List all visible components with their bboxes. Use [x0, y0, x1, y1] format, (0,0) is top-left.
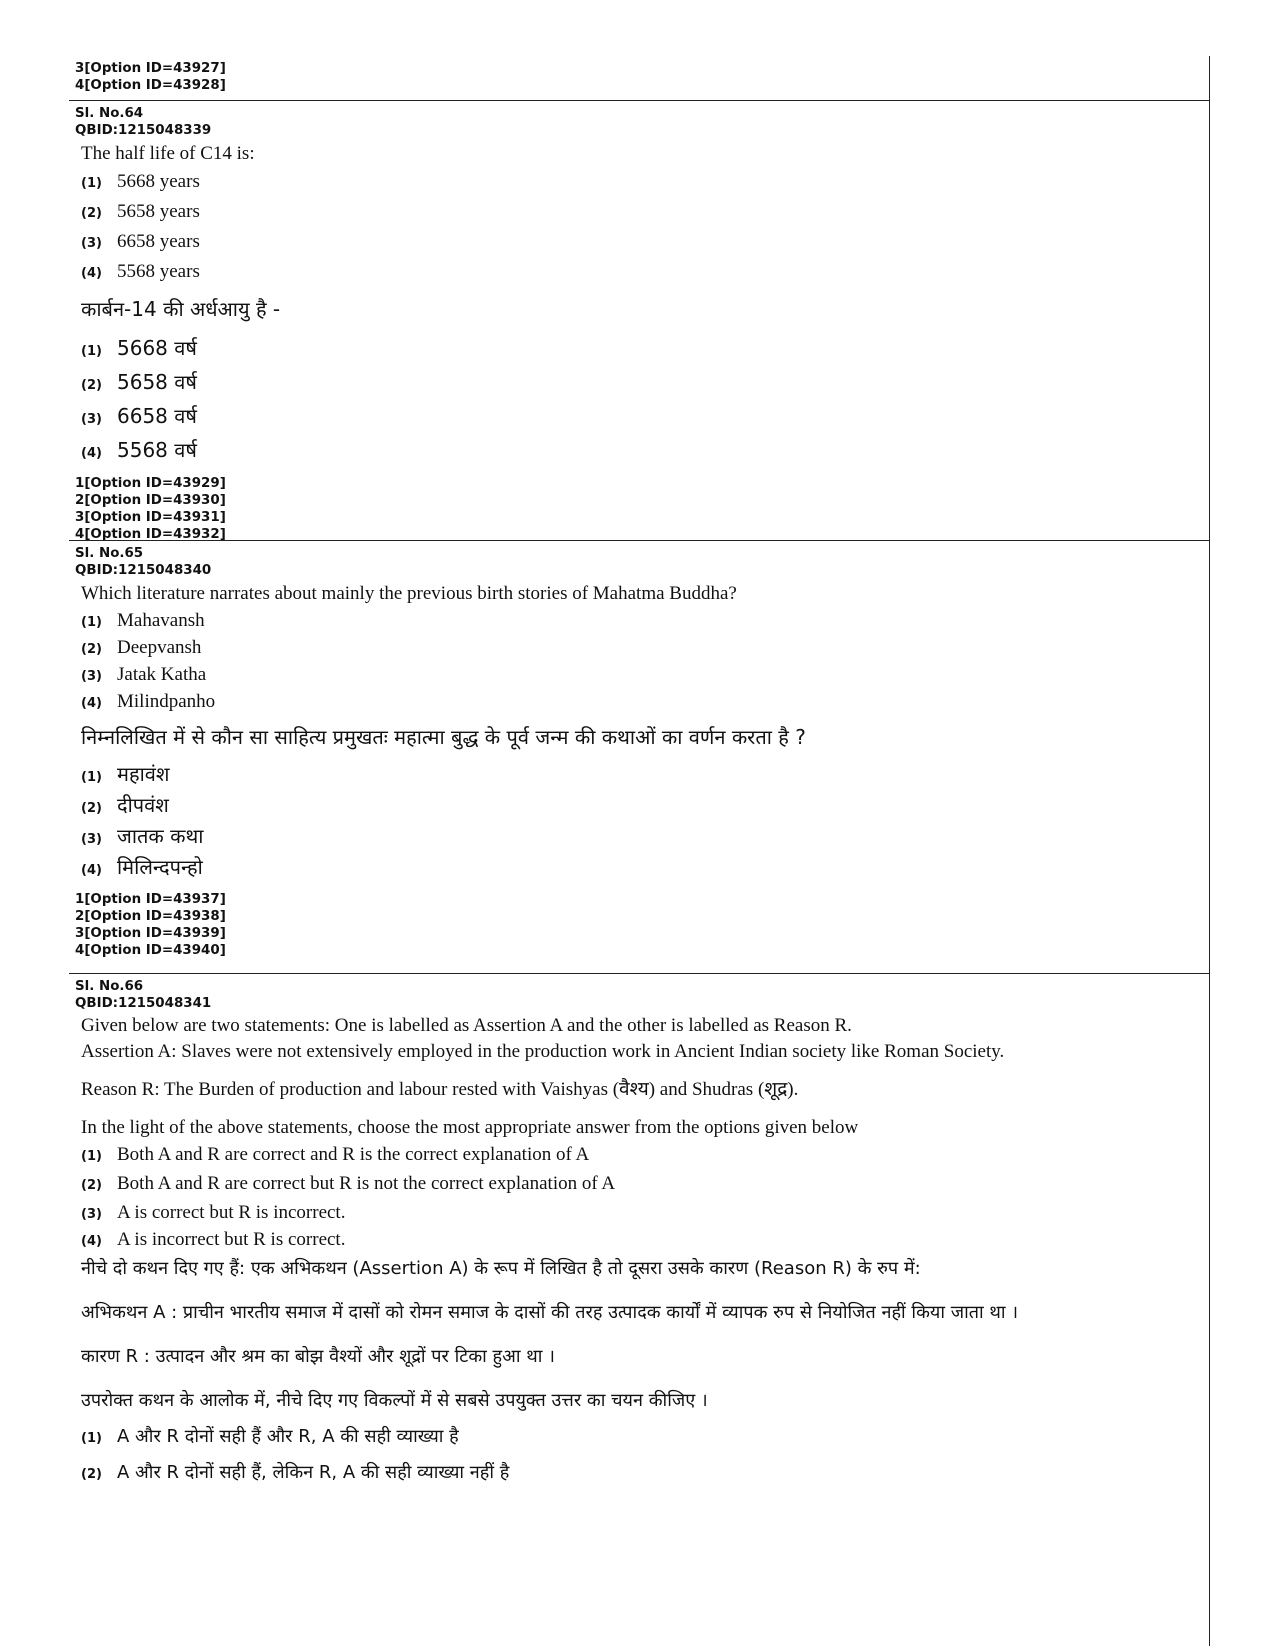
option-number: (3) [81, 1207, 102, 1222]
option-number: (2) [81, 801, 102, 816]
option-3 [81, 821, 1209, 852]
option-number: (2) [81, 1467, 102, 1482]
serial-number: Sl. No.64 [75, 106, 144, 121]
option-text: 5668 years [117, 171, 200, 192]
option-text: A और R दोनों सही हैं और R, A की सही व्याख्या है [117, 1426, 459, 1447]
question-text-english: The half life of C14 is: [81, 143, 255, 164]
option-2 [81, 365, 1209, 399]
option-2 [81, 634, 1209, 661]
option-4 [81, 1227, 1209, 1253]
question-text-hindi: निम्नलिखित में से कौन सा साहित्य प्रमुखतः महात्मा बुद्ध के पूर्व जन्म की कथाओं का वर्णन करता है ? [81, 725, 806, 749]
option-text: 5568 वर्ष [117, 438, 197, 462]
option-number: (2) [81, 206, 102, 221]
option-id-line: 2[Option ID=43930] [75, 493, 226, 508]
option-text: 6658 years [117, 231, 200, 252]
option-text: महावंश [117, 762, 170, 786]
option-number: (4) [81, 1234, 102, 1249]
statement-intro: Given below are two statements: One is labelled as Assertion A and the other is labelled as Reason R. [81, 1015, 852, 1036]
prev-question-tail [69, 56, 1209, 100]
option-id-line: 4[Option ID=43932] [75, 527, 226, 542]
option-text: 5658 वर्ष [117, 370, 197, 394]
option-number: (4) [81, 863, 102, 878]
option-text: दीपवंश [117, 793, 169, 817]
option-4 [81, 257, 1209, 287]
option-1 [81, 607, 1209, 634]
option-number: (1) [81, 770, 102, 785]
english-options [75, 1140, 1209, 1253]
option-number: (1) [81, 176, 102, 191]
option-text: Both A and R are correct but R is not the correct explanation of A [117, 1173, 616, 1194]
option-ids [75, 475, 1209, 543]
option-text: A is incorrect but R is correct. [117, 1229, 346, 1250]
option-3 [81, 661, 1209, 688]
qbid: QBID:1215048341 [75, 996, 212, 1011]
option-number: (4) [81, 266, 102, 281]
assertion-hindi: अभिकथन A : प्राचीन भारतीय समाज में दासों को रोमन समाज के दासों की तरह उत्पादक कार्यों में व्यापक रुप से नियोजित नहीं किया जाता था । [81, 1302, 1019, 1323]
hindi-options [75, 1419, 1209, 1491]
option-4 [81, 433, 1209, 467]
option-number: (2) [81, 378, 102, 393]
option-number: (3) [81, 236, 102, 251]
reason-hindi: कारण R : उत्पादन और श्रम का बोझ वैश्यों और शूद्रों पर टिका हुआ था । [81, 1346, 555, 1367]
option-1 [81, 167, 1209, 197]
hindi-options [75, 331, 1209, 467]
reason-english: Reason R: The Burden of production and labour rested with Vaishyas (वैश्य) and Shudras (शूद्र). [81, 1079, 799, 1100]
option-text: Both A and R are correct and R is the correct explanation of A [117, 1144, 590, 1165]
option-text: 5668 वर्ष [117, 336, 197, 360]
option-text: 5658 years [117, 201, 200, 222]
option-number: (2) [81, 1178, 102, 1193]
option-text: 5568 years [117, 261, 200, 282]
option-2 [81, 790, 1209, 821]
serial-number: Sl. No.65 [75, 546, 144, 561]
option-text: Jatak Katha [117, 664, 207, 685]
option-text: Milindpanho [117, 691, 216, 712]
question-text-hindi: कार्बन-14 की अर्धआयु है - [81, 297, 281, 321]
qbid: QBID:1215048339 [75, 123, 212, 138]
question-66 [69, 973, 1209, 1497]
option-id-line: 4[Option ID=43928] [75, 78, 226, 93]
option-id-line: 4[Option ID=43940] [75, 943, 226, 958]
option-text: A is correct but R is incorrect. [117, 1202, 346, 1223]
question-paper-page [69, 56, 1210, 1646]
option-text: A और R दोनों सही हैं, लेकिन R, A की सही व्याख्या नहीं है [117, 1462, 510, 1483]
option-text: जातक कथा [117, 824, 204, 848]
instruction-hindi: उपरोक्त कथन के आलोक में, नीचे दिए गए विकल्पों में से सबसे उपयुक्त उत्तर का चयन कीजिए । [81, 1390, 708, 1411]
question-text-english: Which literature narrates about mainly the previous birth stories of Mahatma Buddha? [81, 583, 737, 604]
hindi-options [75, 759, 1209, 883]
option-number: (1) [81, 1149, 102, 1164]
option-id-line: 1[Option ID=43929] [75, 476, 226, 491]
instruction-english: In the light of the above statements, choose the most appropriate answer from the options given below [81, 1117, 859, 1138]
option-id-line: 3[Option ID=43939] [75, 926, 226, 941]
question-65 [69, 540, 1209, 973]
serial-number: Sl. No.66 [75, 979, 144, 994]
option-3 [81, 399, 1209, 433]
option-3 [81, 227, 1209, 257]
option-2 [81, 1169, 1209, 1198]
option-1 [81, 1419, 1209, 1455]
option-text: Deepvansh [117, 637, 202, 658]
option-2 [81, 197, 1209, 227]
statement-intro-hindi: नीचे दो कथन दिए गए हैं: एक अभिकथन (Assertion A) के रूप में लिखित है तो दूसरा उसके कारण (Reason R) के रुप में: [81, 1258, 921, 1279]
option-number: (1) [81, 1431, 102, 1446]
option-1 [81, 331, 1209, 365]
option-id-line: 3[Option ID=43927] [75, 61, 226, 76]
english-options [75, 607, 1209, 715]
option-4 [81, 688, 1209, 715]
option-number: (2) [81, 642, 102, 657]
option-3 [81, 1198, 1209, 1227]
english-options [75, 167, 1209, 287]
assertion-english: Assertion A: Slaves were not extensively employed in the production work in Ancient Indian society like Roman Society. [81, 1041, 1005, 1062]
option-ids [75, 891, 1209, 959]
qbid: QBID:1215048340 [75, 563, 212, 578]
option-4 [81, 852, 1209, 883]
option-id-line: 2[Option ID=43938] [75, 909, 226, 924]
option-1 [81, 1140, 1209, 1169]
option-number: (4) [81, 446, 102, 461]
option-number: (3) [81, 412, 102, 427]
option-number: (3) [81, 832, 102, 847]
option-text: मिलिन्दपन्हो [117, 855, 203, 879]
option-id-line: 3[Option ID=43931] [75, 510, 226, 525]
option-number: (1) [81, 344, 102, 359]
option-text: 6658 वर्ष [117, 404, 197, 428]
option-2 [81, 1455, 1209, 1491]
option-1 [81, 759, 1209, 790]
option-text: Mahavansh [117, 610, 205, 631]
option-number: (4) [81, 696, 102, 711]
option-number: (1) [81, 615, 102, 630]
option-number: (3) [81, 669, 102, 684]
option-id-line: 1[Option ID=43937] [75, 892, 226, 907]
question-64 [69, 100, 1209, 540]
